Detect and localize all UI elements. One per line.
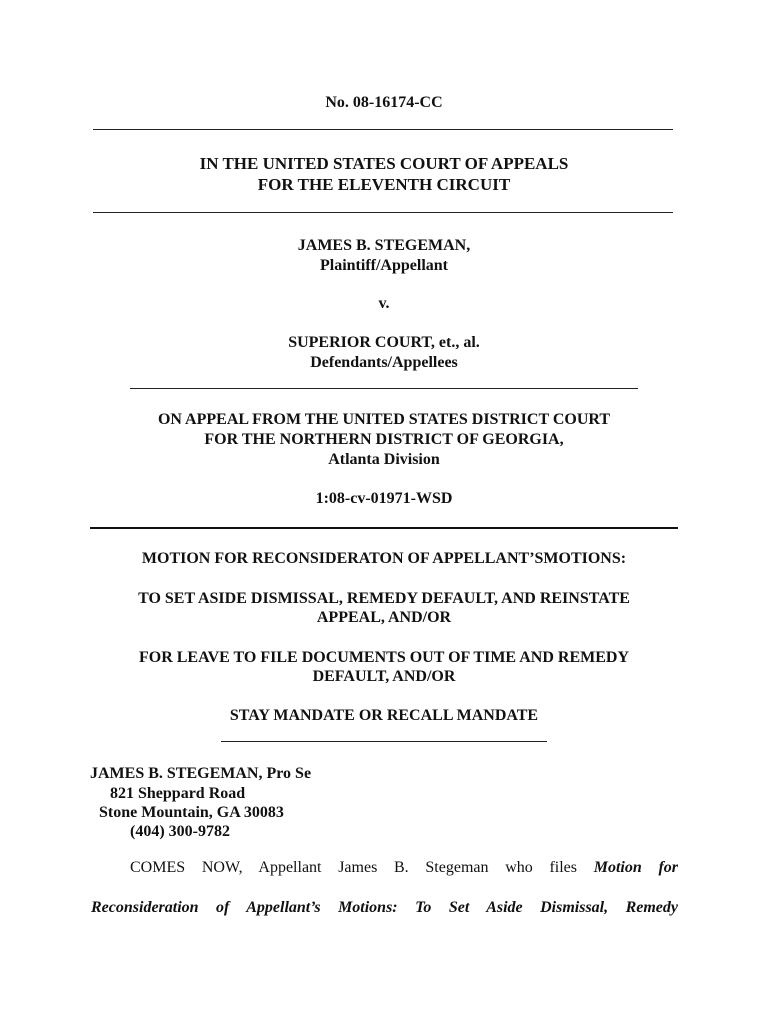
contact-phone: (404) 300-9782 xyxy=(130,823,230,840)
contact-street: 821 Sheppard Road xyxy=(110,785,246,802)
motion-item2-line1: FOR LEAVE TO FILE DOCUMENTS OUT OF TIME AND REMEDY xyxy=(138,649,629,666)
motion-title: MOTION FOR RECONSIDERATON OF APPELLANT’SMOTIONS: xyxy=(141,550,627,567)
motion-item1-line1: TO SET ASIDE DISMISSAL, REMEDY DEFAULT, AND REINSTATE xyxy=(138,590,630,607)
defendant-name: SUPERIOR COURT, et., al. xyxy=(288,334,480,351)
motion-item3: STAY MANDATE OR RECALL MANDATE xyxy=(229,707,539,724)
district-case-number: 1:08-cv-01971-WSD xyxy=(315,490,453,507)
body-paragraph-line1 xyxy=(130,858,678,878)
contact-city: Stone Mountain, GA 30083 xyxy=(99,804,284,821)
defendant-role: Defendants/Appellees xyxy=(310,354,458,371)
separator-rule xyxy=(93,129,673,130)
plaintiff-role: Plaintiff/Appellant xyxy=(319,257,448,274)
court-name-line2: FOR THE ELEVENTH CIRCUIT xyxy=(257,175,511,194)
case-number: No. 08-16174-CC xyxy=(325,94,443,111)
appeal-line1: ON APPEAL FROM THE UNITED STATES DISTRICT COURT xyxy=(157,411,611,428)
versus: v. xyxy=(378,295,390,312)
body-emphasis: Motion for xyxy=(593,859,678,876)
motion-item2-line2: DEFAULT, AND/OR xyxy=(312,668,456,685)
heavy-separator-rule xyxy=(90,527,678,529)
separator-rule xyxy=(130,388,638,389)
contact-name: JAMES B. STEGEMAN, Pro Se xyxy=(90,765,312,782)
appeal-line2: FOR THE NORTHERN DISTRICT OF GEORGIA, xyxy=(204,431,564,448)
body-text: COMES NOW, Appellant James B. Stegeman who files xyxy=(130,859,594,876)
plaintiff-name: JAMES B. STEGEMAN, xyxy=(297,237,471,254)
body-paragraph-line2: Reconsideration of Appellant’s Motions: To Set Aside Dismissal, Remedy xyxy=(91,899,678,916)
court-name-line1: IN THE UNITED STATES COURT OF APPEALS xyxy=(199,154,569,173)
motion-item1-line2: APPEAL, AND/OR xyxy=(316,609,452,626)
separator-rule xyxy=(221,741,547,742)
appeal-line3: Atlanta Division xyxy=(328,451,440,468)
separator-rule xyxy=(93,212,673,213)
